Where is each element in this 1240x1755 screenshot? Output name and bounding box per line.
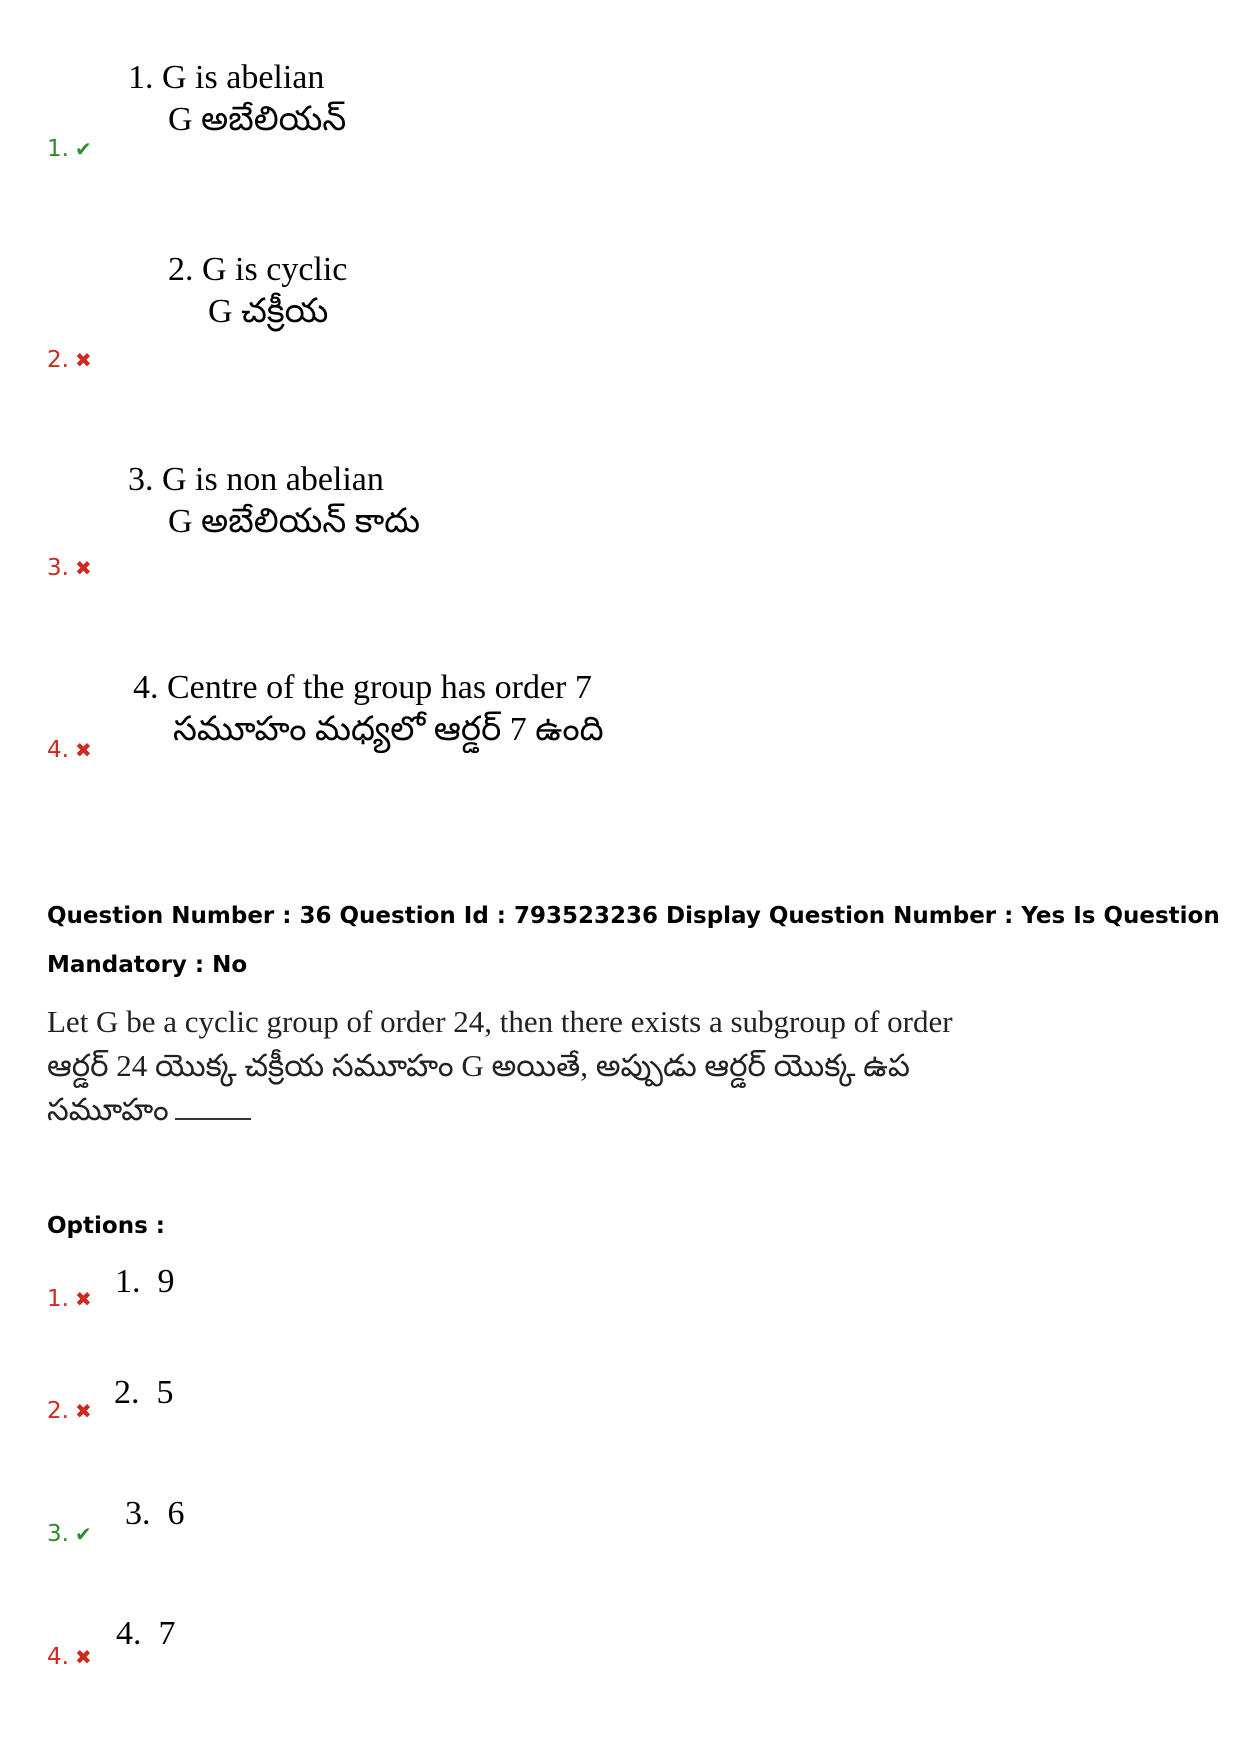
cross-icon: ✖ bbox=[74, 1645, 92, 1669]
prev-option-4-te: సమూహం మధ్యలో ఆర్డర్ 7 ఉంది bbox=[173, 711, 604, 748]
cross-icon: ✖ bbox=[74, 1399, 92, 1423]
cross-icon: ✖ bbox=[74, 738, 92, 762]
option-2-marker: 2. ✖ bbox=[47, 1398, 92, 1424]
prev-option-1-en: 1. G is abelian bbox=[128, 59, 325, 96]
prev-option-2-en: 2. G is cyclic bbox=[168, 251, 348, 288]
prev-option-4-marker: 4. ✖ bbox=[47, 737, 92, 763]
question-text-te-1: ఆర్డర్ 24 యొక్క చక్రీయ సమూహం G అయితే, అప్పుడు ఆర్డర్ యొక్క ఉప bbox=[47, 1048, 910, 1083]
prev-option-1-te: G అబేలియన్ bbox=[168, 101, 347, 138]
question-text-en: Let G be a cyclic group of order 24, then there exists a subgroup of order bbox=[47, 1004, 953, 1039]
question-text bbox=[47, 1000, 953, 1132]
option-3-text: 3. 6 bbox=[125, 1495, 185, 1532]
question-text-te-2: సమూహం bbox=[47, 1088, 953, 1132]
prev-option-3-marker: 3. ✖ bbox=[47, 555, 92, 581]
answer-blank bbox=[175, 1117, 251, 1120]
question-meta-line2: Mandatory : No bbox=[47, 952, 248, 978]
check-icon: ✔ bbox=[74, 137, 92, 161]
check-icon: ✔ bbox=[74, 1522, 92, 1546]
options-label: Options : bbox=[47, 1213, 165, 1239]
prev-option-3-te: G అబేలియన్ కాదు bbox=[168, 503, 421, 540]
prev-option-4-en: 4. Centre of the group has order 7 bbox=[133, 669, 592, 706]
option-3-marker: 3. ✔ bbox=[47, 1521, 92, 1547]
prev-option-2-content bbox=[168, 250, 347, 334]
option-1-text: 1. 9 bbox=[115, 1263, 175, 1300]
cross-icon: ✖ bbox=[74, 1287, 92, 1311]
prev-option-3-content bbox=[128, 460, 420, 544]
option-2-text: 2. 5 bbox=[114, 1374, 174, 1411]
prev-option-1-content bbox=[128, 58, 346, 142]
option-4-text: 4. 7 bbox=[116, 1615, 176, 1652]
prev-option-2-te: G చక్రీయ bbox=[208, 293, 329, 330]
cross-icon: ✖ bbox=[74, 556, 92, 580]
prev-option-2-marker: 2. ✖ bbox=[47, 347, 92, 373]
question-meta-line1: Question Number : 36 Question Id : 793523236 Display Question Number : Yes Is Question bbox=[47, 903, 1220, 929]
prev-option-1-marker: 1. ✔ bbox=[47, 136, 92, 162]
cross-icon: ✖ bbox=[74, 348, 92, 372]
prev-option-3-en: 3. G is non abelian bbox=[128, 461, 384, 498]
prev-option-4-content bbox=[133, 668, 604, 752]
option-4-marker: 4. ✖ bbox=[47, 1644, 92, 1670]
option-1-marker: 1. ✖ bbox=[47, 1286, 92, 1312]
